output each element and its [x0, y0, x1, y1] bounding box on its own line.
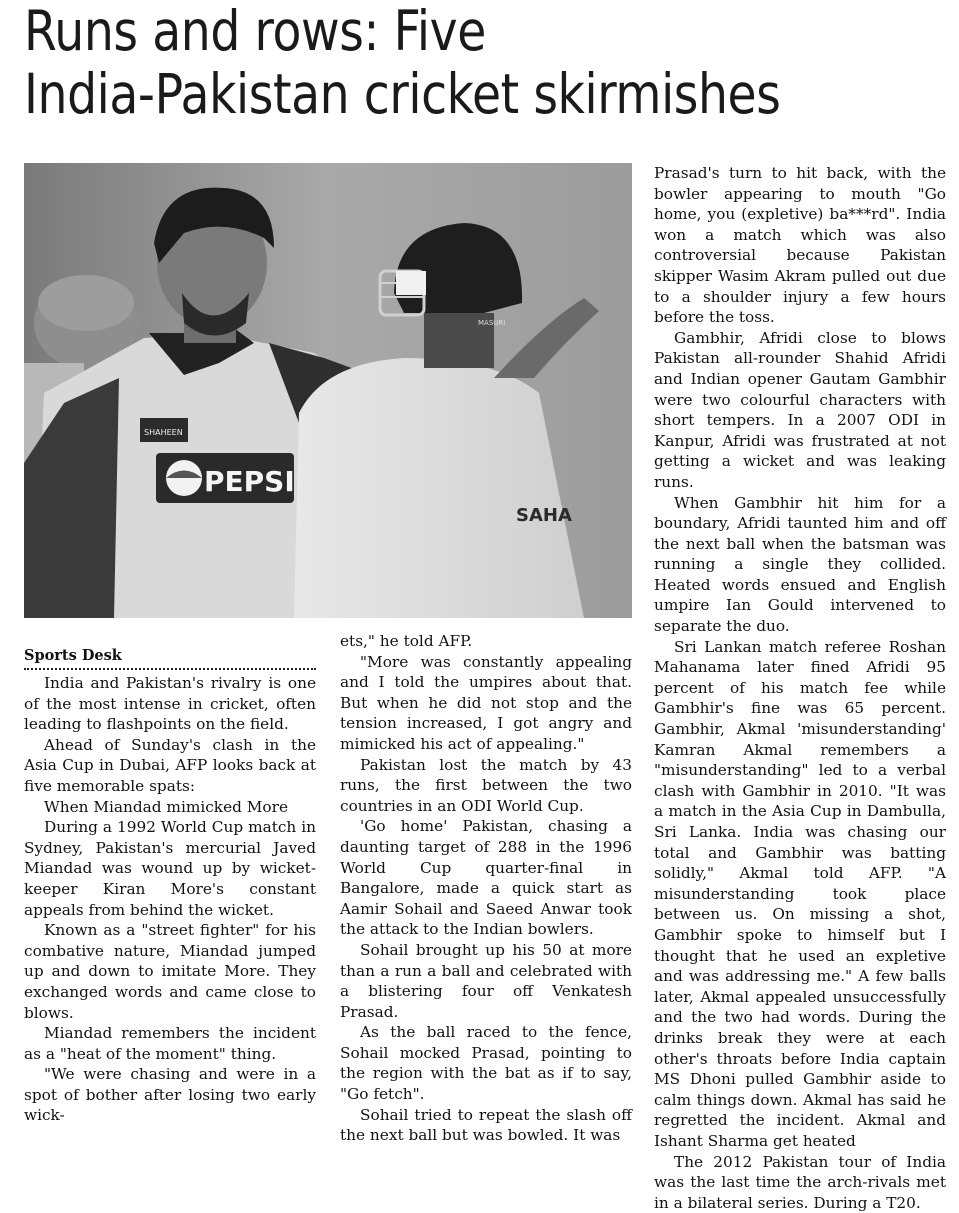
col1-paragraph-4: During a 1992 World Cup match in Sydney, Pakistan's mercurial Javed Miandad was wound up by wicket-keeper Kiran More's constant appeals from behind the wicket. — [24, 817, 316, 920]
helmet-logo: MASURI — [478, 319, 505, 327]
headline-line-1: Runs and rows: Five — [24, 0, 486, 63]
col1-paragraph-1: India and Pakistan's rivalry is one of the most intense in cricket, often leading to flashpoints on the field. — [24, 673, 316, 735]
col3-paragraph-3: When Gambhir hit him for a boundary, Afridi taunted him and off the next ball when the batsman was running a single they collided. Heated words ensued and English umpire Ian Gould intervened to separate the duo. — [654, 493, 946, 637]
col1-paragraph-5: Known as a "street fighter" for his combative nature, Miandad jumped up and down to imitate More. They exchanged words and came close to blows. — [24, 920, 316, 1023]
col1-paragraph-3: When Miandad mimicked More — [24, 797, 316, 818]
col1-paragraph-6: Miandad remembers the incident as a "heat of the moment" thing. — [24, 1023, 316, 1064]
jersey-chest-logo: SHAHEEN — [144, 428, 183, 437]
article-photo — [24, 163, 632, 618]
column-3 — [654, 163, 946, 1213]
shirt-back-text: SAHA — [516, 505, 572, 526]
photo-illustration — [24, 163, 632, 618]
col2-paragraph-1: ets," he told AFP. — [340, 631, 632, 652]
col2-paragraph-5: Sohail brought up his 50 at more than a run a ball and celebrated with a blistering four off Venkatesh Prasad. — [340, 940, 632, 1022]
headline — [24, 0, 820, 126]
col3-paragraph-2: Gambhir, Afridi close to blows Pakistan all-rounder Shahid Afridi and Indian opener Gautam Gambhir were two colourful characters with short tempers. In a 2007 ODI in Kanpur, Afridi was frustrated at not getting a wicket and was leaking runs. — [654, 328, 946, 493]
byline: Sports Desk — [24, 647, 316, 670]
column-2 — [340, 631, 632, 1146]
column-1 — [24, 647, 316, 1126]
col1-paragraph-7: "We were chasing and were in a spot of bother after losing two early wick- — [24, 1064, 316, 1126]
col2-paragraph-4: 'Go home' Pakistan, chasing a daunting target of 288 in the 1996 World Cup quarter-final in Bangalore, made a quick start as Aamir Sohail and Saeed Anwar took the attack to the Indian bowlers. — [340, 816, 632, 940]
col2-paragraph-3: Pakistan lost the match by 43 runs, the first between the two countries in an ODI World Cup. — [340, 755, 632, 817]
col1-paragraph-2: Ahead of Sunday's clash in the Asia Cup in Dubai, AFP looks back at five memorable spats: — [24, 735, 316, 797]
col2-paragraph-2: "More was constantly appealing and I told the umpires about that. But when he did not stop and the tension increased, I got angry and mimicked his act of appealing." — [340, 652, 632, 755]
col3-paragraph-4: Sri Lankan match referee Roshan Mahanama later fined Afridi 95 percent of his match fee while Gambhir's fine was 65 percent. Gambhir, Akmal 'misunderstanding' Kamran Akmal remembers a "misunderstanding" led to a verbal clash with Gambhir in 2010. "It was a match in the Asia Cup in Dambulla, Sri Lanka. India was chasing our total and Gambhir was batting solidly," Akmal told AFP. "A misunderstanding took place between us. On missing a shot, Gambhir spoke to himself but I thought that he used an expletive and was addressing me." A few balls later, Akmal appealed unsuccessfully and the two had words. During the drinks break they were at each other's throats before India captain MS Dhoni pulled Gambhir aside to calm things down. Akmal has said he regretted the incident. Akmal and Ishant Sharma get heated — [654, 637, 946, 1152]
headline-line-2: India-Pakistan cricket skirmishes — [24, 62, 780, 126]
col2-paragraph-7: Sohail tried to repeat the slash off the next ball but was bowled. It was — [340, 1105, 632, 1146]
col3-paragraph-1: Prasad's turn to hit back, with the bowler appearing to mouth "Go home, you (expletive) ba***rd". India won a match which was also controversial because Pakistan skipper Wasim Akram pulled out due to a shoulder injury a few hours before the toss. — [654, 163, 946, 328]
jersey-pepsi-text: PEPSI — [204, 465, 295, 498]
col3-paragraph-5: The 2012 Pakistan tour of India was the last time the arch-rivals met in a bilateral series. During a T20. — [654, 1152, 946, 1213]
col2-paragraph-6: As the ball raced to the fence, Sohail mocked Prasad, pointing to the region with the bat as if to say, "Go fetch". — [340, 1022, 632, 1104]
